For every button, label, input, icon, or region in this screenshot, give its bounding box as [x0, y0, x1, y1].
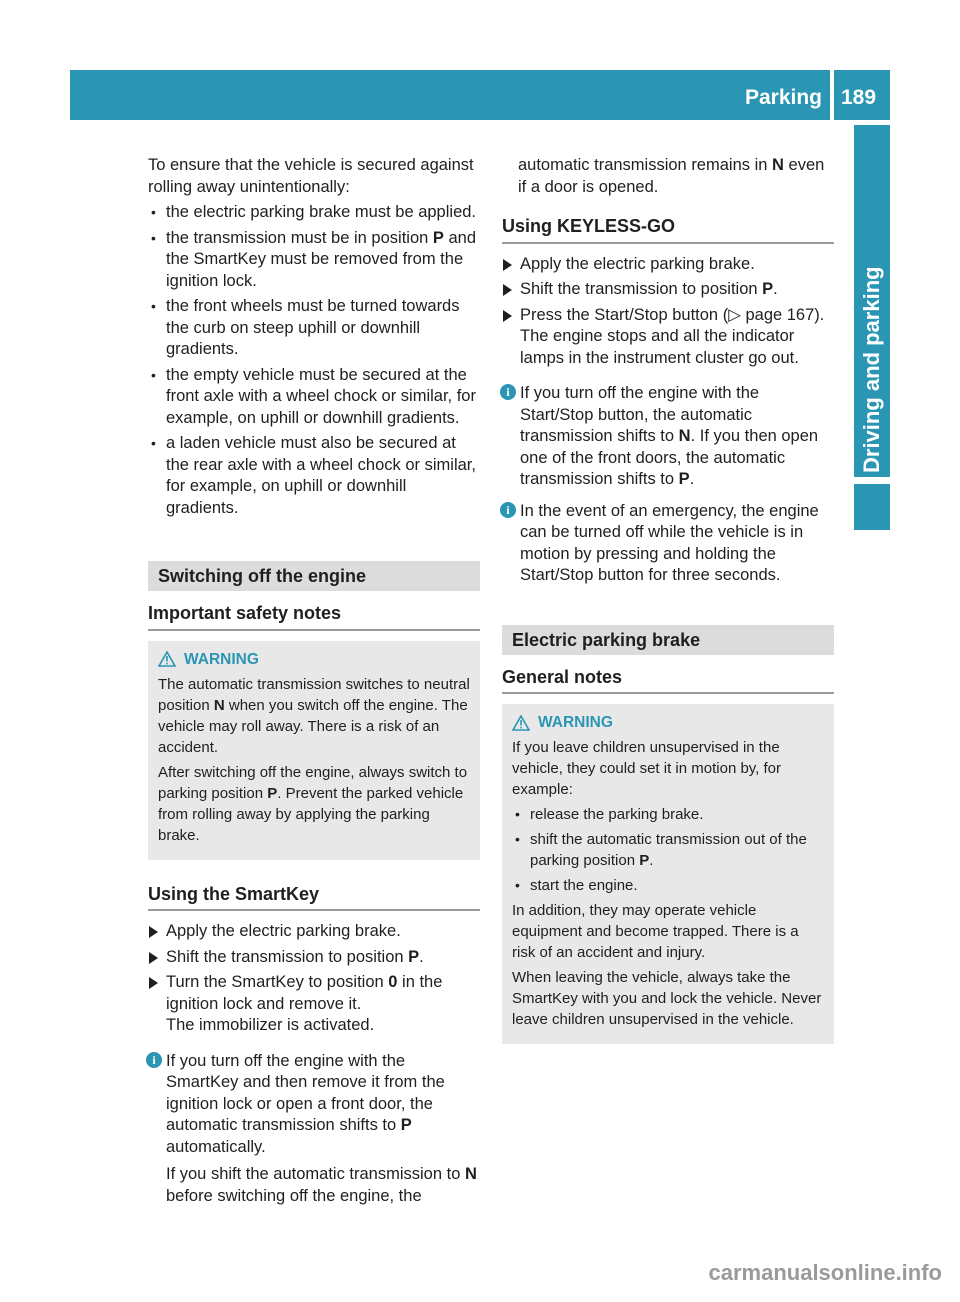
section-title: Electric parking brake — [502, 625, 834, 655]
step-arrow-icon — [149, 977, 158, 989]
info-icon: i — [500, 502, 516, 518]
list-item: • the empty vehicle must be secured at the front axle with a wheel chock or similar, for example, on uphill or downhill gradients. — [148, 365, 480, 430]
info-note: i In the event of an emergency, the engine can be turned off while the vehicle is in motion by pressing and holding the Start/Stop button for three seconds. — [502, 501, 834, 587]
warning-text: If you leave children unsupervised in the vehicle, they could set it in motion by, for example: — [512, 739, 782, 798]
header-bar — [70, 70, 830, 120]
info-note: i If you turn off the engine with the Start/Stop button, the automatic transmission shifts to N. If you then open one of the front doors, the automatic transmission shifts to P. — [502, 383, 834, 491]
step-arrow-icon — [503, 259, 512, 271]
right-column — [502, 155, 834, 1044]
list-item: • the front wheels must be turned towards the curb on steep uphill or downhill gradients. — [148, 296, 480, 361]
continued-text: automatic transmission remains in N even if a door is opened. — [518, 156, 825, 196]
subheading: Using KEYLESS-GO — [502, 216, 834, 244]
warning-triangle-icon — [512, 715, 530, 731]
list-item: • the electric parking brake must be applied. — [148, 202, 480, 224]
watermark: carmanualsonline.info — [708, 1260, 942, 1285]
step-arrow-icon — [149, 952, 158, 964]
list-item: • the transmission must be in position P and the SmartKey must be removed from the ignition lock. — [148, 228, 480, 293]
info-icon: i — [500, 384, 516, 400]
warning-list-item: • shift the automatic transmission out of the parking position P. — [512, 829, 824, 871]
step-result: The engine stops and all the indicator lamps in the instrument cluster go out. — [520, 327, 799, 367]
side-tab-marker — [854, 484, 890, 530]
step-item: Turn the SmartKey to position 0 in the ignition lock and remove it. — [148, 972, 480, 1015]
subheading: Using the SmartKey — [148, 884, 480, 912]
warning-text: After switching off the engine, always switch to parking position P. Prevent the parked vehicle from rolling away by applying the parking brake. — [158, 763, 468, 844]
warning-list-item: • release the parking brake. — [512, 804, 824, 825]
step-item: Shift the transmission to position P. — [502, 279, 834, 301]
warning-heading: WARNING — [158, 649, 470, 670]
subheading: Important safety notes — [148, 603, 480, 631]
step-arrow-icon — [503, 310, 512, 322]
list-item: • a laden vehicle must also be secured at the rear axle with a wheel chock or similar, for example, on uphill or downhill gradients. — [148, 433, 480, 519]
step-arrow-icon — [149, 926, 158, 938]
warning-triangle-icon — [158, 651, 176, 667]
info-note-continued: If you shift the automatic transmission to N before switching off the engine, the — [166, 1165, 477, 1205]
step-result: The immobilizer is activated. — [166, 1016, 375, 1034]
subheading: General notes — [502, 667, 834, 695]
section-title: Switching off the engine — [148, 561, 480, 591]
step-item: Shift the transmission to position P. — [148, 947, 480, 969]
info-note: i If you turn off the engine with the SmartKey and then remove it from the ignition lock or open a front door, the automatic transmission shifts to P automatically. — [148, 1051, 480, 1159]
step-arrow-icon — [503, 284, 512, 296]
left-column — [148, 155, 480, 1211]
warning-text: In addition, they may operate vehicle equipment and become trapped. There is a risk of an accident and injury. — [512, 902, 799, 961]
step-item: Apply the electric parking brake. — [502, 254, 834, 276]
step-item: Apply the electric parking brake. — [148, 921, 480, 943]
warning-text: When leaving the vehicle, always take the SmartKey with you and lock the vehicle. Never leave children unsupervised in the vehicle. — [512, 969, 822, 1028]
side-tab-label: Driving and parking — [859, 266, 884, 473]
info-icon: i — [146, 1052, 162, 1068]
intro-text: To ensure that the vehicle is secured against rolling away unintentionally: — [148, 156, 474, 196]
page-number: 189 — [841, 86, 877, 109]
step-item: Press the Start/Stop button (▷ page 167). — [502, 305, 834, 327]
warning-heading: WARNING — [512, 712, 824, 733]
warning-list-item: • start the engine. — [512, 875, 824, 896]
warning-box — [502, 704, 834, 1044]
warning-box — [148, 641, 480, 860]
header-section-title: Parking — [744, 86, 822, 109]
warning-text: The automatic transmission switches to neutral position N when you switch off the engine. The vehicle may roll away. There is a risk of an accident. — [158, 675, 470, 756]
